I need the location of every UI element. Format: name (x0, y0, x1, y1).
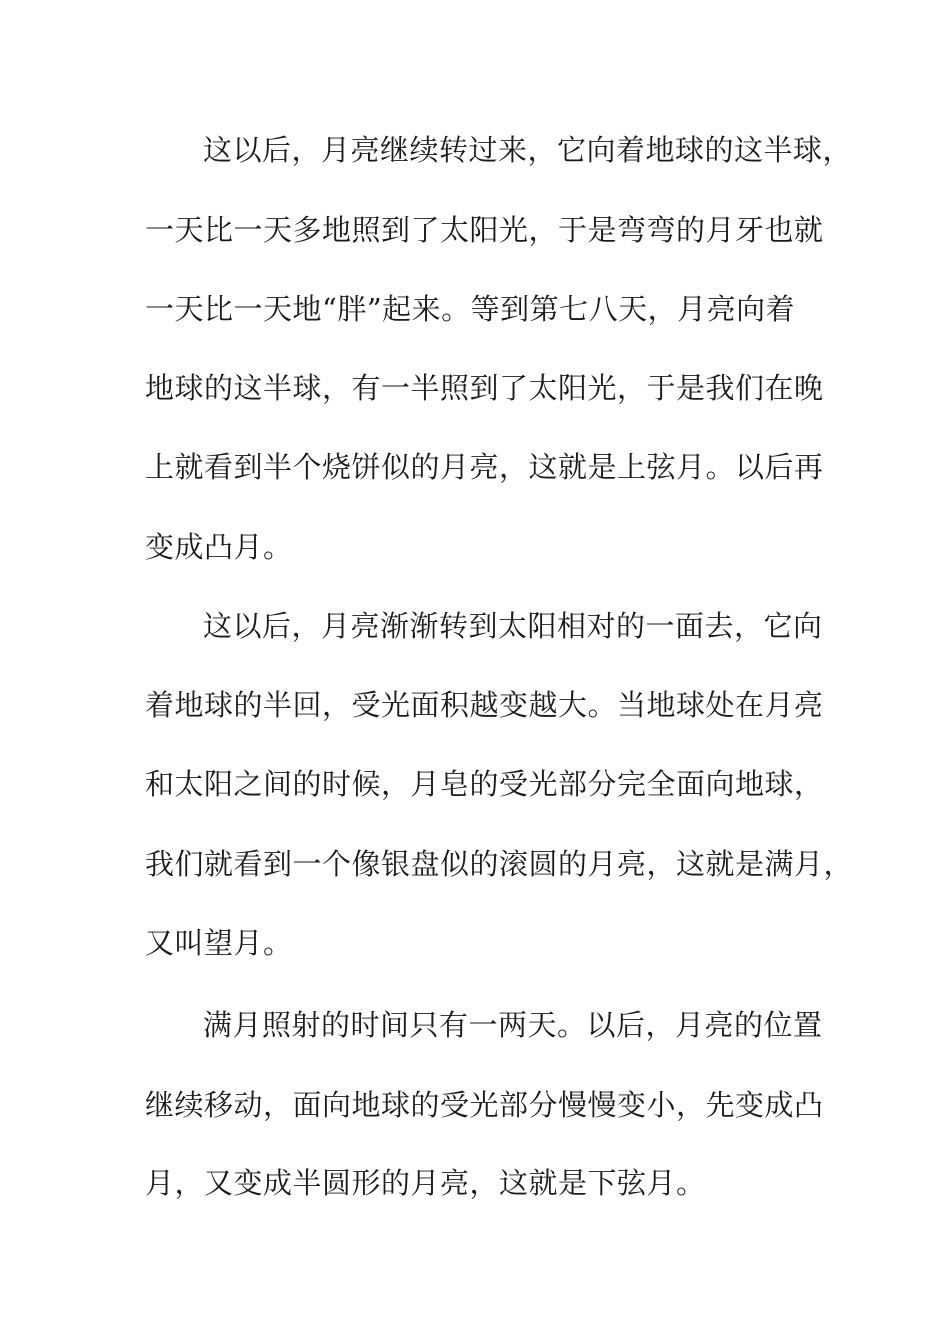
paragraph-1-line-3: 一天比一天地“胖”起来。等到第七八天，月亮向着 (145, 292, 796, 326)
paragraph-2-line-1: 这以后，月亮渐渐转到太阳相对的一面去，它向 (203, 609, 823, 643)
paragraph-3-line-2: 继续移动，面向地球的受光部分慢慢变小，先变成凸 (145, 1088, 824, 1122)
paragraph-1-line-1: 这以后，月亮继续转过来，它向着地球的这半球， (203, 133, 853, 167)
paragraph-1-line-4: 地球的这半球，有一半照到了太阳光，于是我们在晚 (145, 371, 824, 405)
paragraph-1-line-5: 上就看到半个烧饼似的月亮，这就是上弦月。以后再 (145, 450, 824, 484)
paragraph-2-line-4: 我们就看到一个像银盘似的滚圆的月亮，这就是满月， (145, 847, 854, 881)
paragraph-2-line-2: 着地球的半回，受光面积越变越大。当地球处在月亮 (145, 688, 824, 722)
paragraph-2-line-5: 又叫望月。 (145, 926, 293, 960)
paragraph-3-line-1: 满月照射的时间只有一两天。以后，月亮的位置 (203, 1008, 823, 1042)
paragraph-1-line-6: 变成凸月。 (145, 530, 293, 564)
paragraph-2-line-3: 和太阳之间的时候，月皂的受光部分完全面向地球， (145, 767, 824, 801)
paragraph-1-line-2: 一天比一天多地照到了太阳光，于是弯弯的月牙也就 (145, 213, 824, 247)
paragraph-3-line-3: 月，又变成半圆形的月亮，这就是下弦月。 (145, 1166, 706, 1200)
